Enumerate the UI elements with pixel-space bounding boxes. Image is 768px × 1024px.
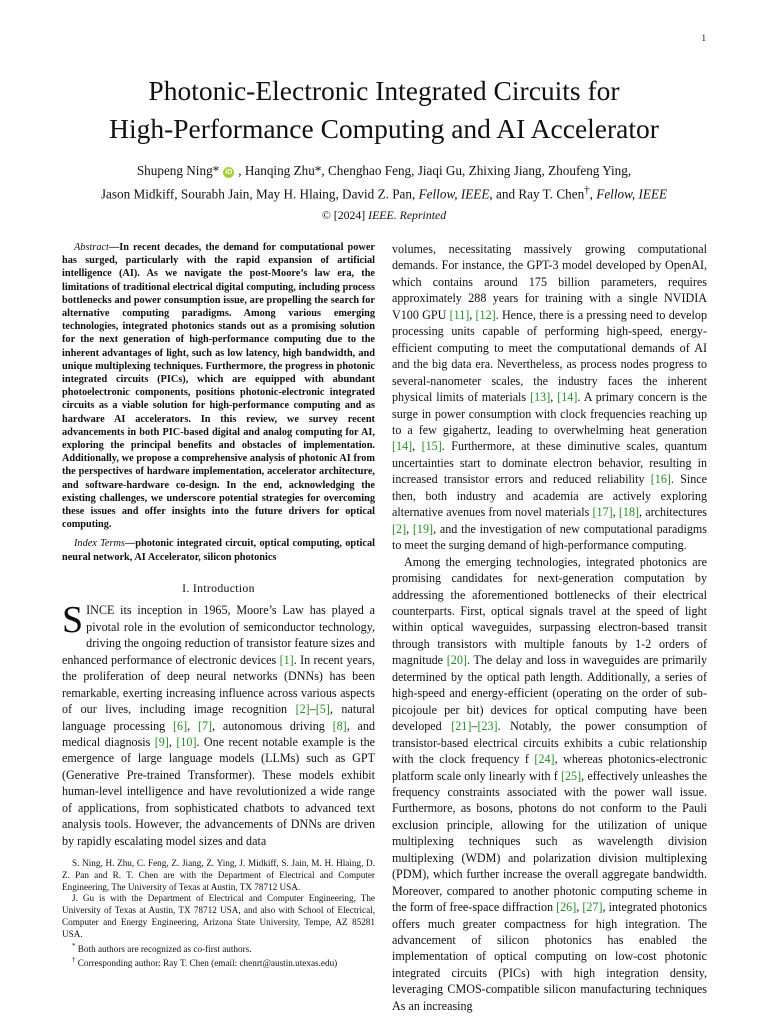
dropcap: S <box>62 599 84 642</box>
author-first: Shupeng Ning* <box>136 163 220 178</box>
citation-link[interactable]: [14] <box>557 390 578 405</box>
abstract-body: —In recent decades, the demand for computational power has surged, particularly with the rapid expansion of artificial intelligence (AI). As we navigate the post-Moore’s law era, the limitations of traditional electrical digital computing, including process bottlenecks and power consumption issue, are propelling the search for alternative computing paradigms. Among various emerging technologies, integrated photonics stands out as a promising solution for the next generation of high-performance computing due to the inherent advantages of light, such as low latency, high bandwidth, and unique multiplexing techniques. Furthermore, the progress in photonic integrated circuits (PICs), which are equipped with abundant photoelectronic components, positions photonic-electronic integrated circuits as a viable solution for high-performance computing and as hardware AI accelerators. In this review, we survey recent advancements in both PIC-based digital and analog computing for AI, exploring the principal benefits and obstacles of implementation. Additionally, we propose a comprehensive analysis of photonic AI from the perspectives of hardware implementation, accelerator architecture, and software-hardware co-design. In the end, acknowledging the existing challenges, we underscore potential strategies for overcoming these issues and offer insights into the future drivers for optical computing. <box>62 242 375 531</box>
author-rest-2: Jason Midkiff, Sourabh Jain, May H. Hlaing, David Z. Pan, <box>100 185 419 201</box>
citation-link[interactable]: [17] <box>592 505 613 520</box>
citation-link[interactable]: [12] <box>475 307 496 322</box>
footnote-corresponding-text: Corresponding author: Ray T. Chen (email: chenrt@austin.utexas.edu) <box>75 958 338 969</box>
abstract-label: Abstract <box>74 242 109 253</box>
citation-link[interactable]: [21] <box>451 719 472 734</box>
footnote-affiliation-2: J. Gu is with the Department of Electrical and Computer Engineering, The University of Texas at Austin, TX 78712 USA, and also with School of Electrical, Computer and Energy Engineering, Arizona State University, Tempe, AZ 85281 USA. <box>62 893 375 939</box>
section-heading: I. Introduction <box>182 580 255 595</box>
fellow-title-1: Fellow, IEEE <box>418 185 490 201</box>
title-line-1: Photonic-Electronic Integrated Circuits for <box>148 75 620 106</box>
footnote-corresponding <box>62 955 375 970</box>
citation-link[interactable]: [20] <box>446 653 467 668</box>
author-list <box>30 162 738 203</box>
footnote-dagger-mark: † <box>72 956 76 965</box>
citation-link[interactable]: [23] <box>477 719 498 734</box>
paper-title <box>0 72 768 148</box>
citation-link[interactable]: [26] <box>556 900 577 915</box>
index-terms-label: Index Terms <box>74 538 125 550</box>
author-rest-3: , and Ray T. Chen <box>489 185 585 201</box>
copyright-notice <box>0 208 768 223</box>
intro-paragraph-text: INCE its inception in 1965, Moore’s Law has played a pivotal role in the evolution of semiconductor technology, driving the ongoing reduction of transistor feature sizes and enhanced performance of electronic devices [1]. In recent years, the proliferation of deep neural networks (DNNs) has been remarkable, exerting increasing influence across various aspects of our lives, including image recognition [2]–[5], natural language processing [6], [7], autonomous driving [8], and medical diagnosis [9], [10]. One recent notable example is the emergence of large language models (LLMs) such as GPT (Generative Pre-trained Transformer). These models exhibit human-level intelligence and have revolutionized a wide range of applications, from sophisticated chatbots to advanced text analysis tools. However, the advancements of DNNs are driven by rapidly escalating model sizes and data <box>62 603 376 848</box>
citation-link[interactable]: [24] <box>534 752 555 767</box>
footnote-cofirst-text: Both authors are recognized as co-first authors. <box>75 943 252 954</box>
citation-link[interactable]: [14] <box>392 439 413 454</box>
citation-link[interactable]: [15] <box>421 439 442 454</box>
citation-link[interactable]: [16] <box>650 472 671 487</box>
left-column <box>62 241 375 849</box>
citation-link[interactable]: [2] <box>392 521 407 536</box>
intro-paragraph <box>62 599 376 849</box>
index-terms-body: —photonic integrated circuit, optical computing, optical neural network, AI Accelerator, silicon photonics <box>62 538 375 563</box>
index-terms <box>62 537 375 563</box>
citation-link[interactable]: [5] <box>315 702 330 717</box>
footnote-affiliation-1: S. Ning, H. Zhu, C. Feng, Z. Jiang, Z. Ying, J. Midkiff, S. Jain, M. H. Hlaing, D. Z. Pan and R. T. Chen are with the Department of Electrical and Computer Engineering, The University of Texas at Austin, TX 78712 USA. <box>62 858 375 892</box>
citation-link[interactable]: [18] <box>618 505 640 520</box>
citation-link[interactable]: [8] <box>332 718 347 733</box>
title-line-2: High-Performance Computing and AI Accelerator <box>109 113 659 144</box>
citation-link[interactable]: [6] <box>173 718 188 733</box>
citation-link[interactable]: [10] <box>176 734 197 749</box>
footnote-cofirst <box>62 941 375 956</box>
footnotes <box>62 858 375 970</box>
abstract <box>62 241 375 531</box>
fellow-title-2: Fellow, IEEE <box>596 185 668 201</box>
dagger-mark: † <box>584 183 590 196</box>
citation-link[interactable]: [11] <box>449 307 470 322</box>
citation-link[interactable]: [13] <box>530 390 551 405</box>
citation-link[interactable]: [27] <box>582 900 603 915</box>
author-line-1 <box>30 162 738 181</box>
citation-link[interactable]: [9] <box>154 734 169 749</box>
citation-link[interactable]: [25] <box>560 768 582 783</box>
copyright-text: IEEE. Reprinted <box>368 208 447 222</box>
author-sep: , <box>589 185 597 201</box>
citation-link[interactable]: [7] <box>197 718 213 733</box>
citation-link[interactable]: [2] <box>295 702 310 717</box>
citation-link[interactable]: [1] <box>279 652 294 667</box>
body-paragraph-1: volumes, necessitating massively growing computational demands. For instance, the GPT-3 model developed by OpenAI, which contains around 175 billion parameters, requires approximately 288 years for training with a single NVIDIA V100 GPU [11], [12]. Hence, there is a pressing need to develop processing units capable of performing high-speed, energy-efficient computing to meet the computational demands of AI and the big data era. Nevertheless, as process nodes progress to several-nanometer scales, the industry faces the inherent physical limits of materials [13], [14]. A primary concern is the surge in power consumption with clock frequencies reaching up to a few gigahertz, leading to overwhelming heat generation [14], [15]. Furthermore, at these diminutive scales, quantum uncertainties start to dominate electron behavior, resulting in increased transistor errors and reduced reliability [16]. Since then, both industry and academia are actively exploring alternative avenues from novel materials [17], [18], architectures [2], [19], and the investigation of new computational paradigms to meet the surging demand of high-performance computing. <box>392 242 708 553</box>
body-paragraph-2: Among the emerging technologies, integrated photonics are promising candidates for next-generation computation by addressing the aforementioned bottlenecks of their electrical counterparts. First, optical signals travel at the speed of light within optical waveguides, surpassing electron-based transit through transistors with multiple fanouts by 1-2 orders of magnitude [20]. The delay and loss in waveguides are primarily determined by the optical path length. Additionally, a series of high-speed and energy-efficient (operating on the order of sub-picojoule per bit) devices for optical computing have been developed [21]–[23]. Notably, the power consumption of transistor-based electrical circuits exhibits a cubic relationship with the clock frequency f [24], whereas photonics-electronic platform scale only linearly with f [25], effectively unleashes the frequency constraints associated with the power wall issue. Furthermore, as bosons, photons do not conform to the Pauli exclusion principle, allowing for the utilization of unique multiplexing techniques such as wavelength division multiplexing (WDM) and polarization division multiplexing (PDM), which further increase the overall aggregate bandwidth. Moreover, compared to another photonic computing scheme in the form of free-space diffraction [26], [27], integrated photonics offers much greater compactness for high integration. The advancement of silicon photonics has enabled the implementation of optical computing on low-cost photonic integrated circuits (PICs) with high integration density, leveraging CMOS-compatible silicon manufacturing techniques As an increasing <box>392 554 708 1013</box>
orcid-icon[interactable]: iD <box>225 169 233 176</box>
citation-link[interactable]: [19] <box>412 521 434 536</box>
footnote-star-mark: * <box>72 941 76 950</box>
page-number: 1 <box>701 33 706 43</box>
right-column <box>392 241 707 1014</box>
author-rest-1: , Hanqing Zhu*, Chenghao Feng, Jiaqi Gu, Zhixing Jiang, Zhoufeng Ying, <box>238 163 632 178</box>
copyright-prefix: © [2024] <box>321 208 369 222</box>
author-line-2 <box>30 181 738 204</box>
